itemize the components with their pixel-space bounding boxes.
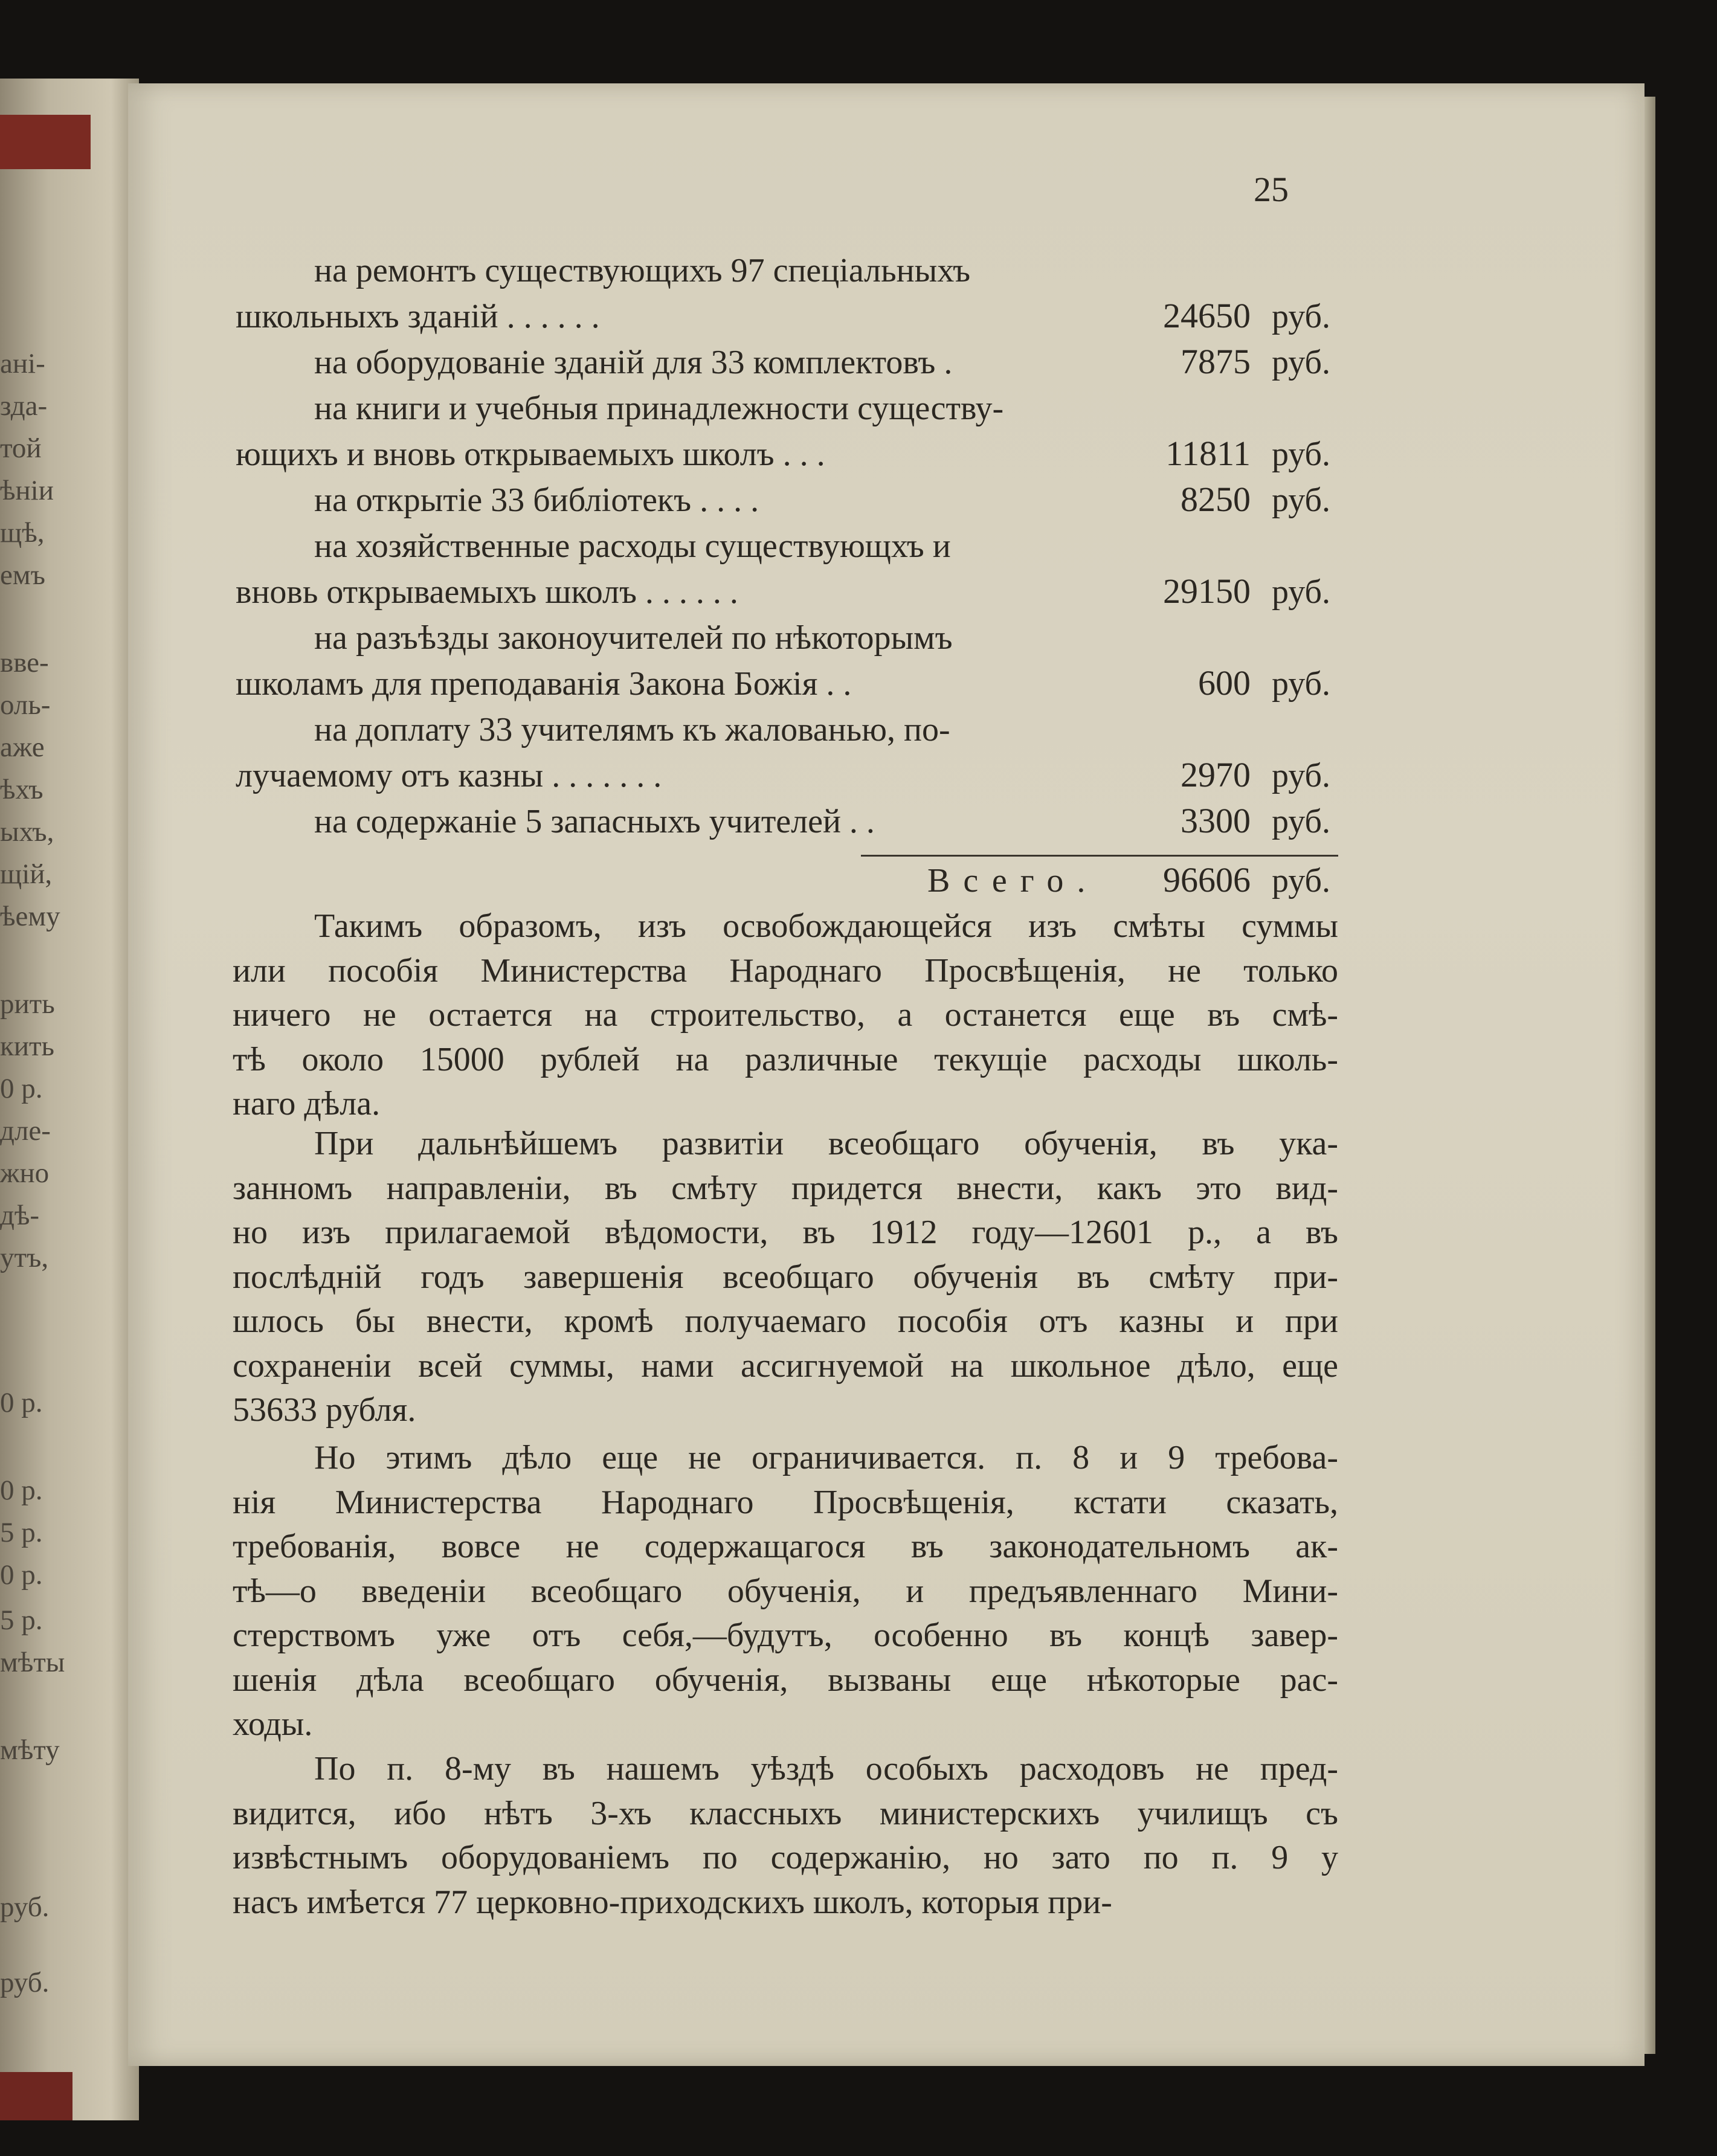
paragraph-line: стерствомъ уже отъ себя,—будутъ, особенно въ концѣ завер- [233,1617,1338,1654]
total-amount: 96606 [1163,860,1251,899]
paragraph-line: насъ имѣется 77 церковно-приходскихъ школъ, которыя при- [233,1883,1112,1921]
budget-item-amount: 8250 [1181,480,1251,519]
left-page-text-fragment: жно [0,1157,50,1189]
paragraph-line: Такимъ образомъ, изъ освобождающейся изъ смѣты суммы [314,907,1338,945]
budget-item-text: школьныхъ зданій . . . . . . [236,298,600,335]
budget-item-unit: руб. [1272,481,1331,519]
left-page-text-fragment: ѣхъ [0,774,43,805]
paragraph-line: тѣ—о введеніи всеобщаго обученія, и предъявленнаго Мини- [233,1572,1338,1610]
total-unit: руб. [1272,862,1331,899]
left-page-text-fragment: зда- [0,390,48,422]
left-page-text-fragment: той [0,433,42,464]
left-page-text-fragment: аже [0,732,45,763]
budget-item-unit: руб. [1272,757,1331,794]
budget-item-unit: руб. [1272,344,1331,381]
paragraph-line: но изъ прилагаемой вѣдомости, въ 1912 году—12601 р., а въ [233,1214,1338,1251]
left-page-text-fragment: емъ [0,559,45,591]
paragraph-line: Но этимъ дѣло еще не ограничивается. п. 8 и 9 требова- [314,1439,1338,1476]
paragraph-line: или пособія Министерства Народнаго Просвѣщенія, не только [233,951,1338,990]
left-page-text-fragment: 0 р. [0,1559,43,1591]
budget-item-text: на разъѣзды законоучителей по нѣкоторымъ [314,619,953,657]
paragraph-line: сохраненіи всей суммы, нами ассигнуемой на школьное дѣло, еще [233,1347,1338,1385]
left-page-text-fragment: ѣему [0,901,60,932]
left-page-text-fragment: мѣту [0,1734,60,1766]
budget-item-amount: 7875 [1181,342,1251,381]
left-page-text-fragment: мѣты [0,1647,65,1678]
paragraph-line: тѣ около 15000 рублей на различные текущіе расходы школь- [233,1040,1338,1078]
paragraph-line: наго дѣла. [233,1085,381,1122]
left-page-text-fragment: ыхъ, [0,816,54,848]
budget-item-text: на оборудованіе зданій для 33 комплектовъ . [314,344,953,381]
paragraph-line: По п. 8-му въ нашемъ уѣздѣ особыхъ расходовъ не пред- [314,1750,1338,1788]
budget-item-text: лучаемому отъ казны . . . . . . . [236,757,662,794]
budget-item-unit: руб. [1272,803,1331,840]
total-rule [861,855,1338,857]
paragraph-line: видится, ибо нѣтъ 3-хъ классныхъ министерскихъ училищъ съ [233,1794,1338,1832]
budget-item-unit: руб. [1272,573,1331,611]
budget-item-text: школамъ для преподаванія Закона Божія . . [236,665,852,703]
left-page-text-fragment: 0 р. [0,1073,43,1104]
paragraph-line: занномъ направленіи, въ смѣту придется внести, какъ это вид- [233,1169,1338,1207]
paragraph-line: ходы. [233,1705,313,1743]
left-page-text-fragment: утъ, [0,1242,49,1273]
budget-item-text: на хозяйственные расходы существующхъ и [314,527,951,565]
left-page-text-fragment: руб. [0,1891,50,1923]
left-page-text-fragment: дле- [0,1115,51,1147]
paragraph-line: извѣстнымъ оборудованіемъ по содержанію, но зато по п. 9 у [233,1839,1338,1876]
budget-item-amount: 29150 [1163,571,1251,611]
budget-item-text: вновь открываемыхъ школъ . . . . . . [236,573,738,611]
budget-item-text: на книги и учебныя принадлежности существу- [314,390,1004,427]
left-page-text-fragment: оль- [0,689,51,721]
paragraph-line: шенія дѣла всеобщаго обученія, вызваны еще нѣкоторые рас- [233,1661,1338,1699]
left-page-text-fragment: щѣ, [0,517,45,549]
left-page-text-fragment: руб. [0,1967,50,1998]
left-page-text-fragment: 0 р. [0,1387,43,1418]
paragraph-line: послѣдній годъ завершенія всеобщаго обученія въ смѣту при- [233,1258,1338,1296]
budget-item-text: на доплату 33 учителямъ къ жалованью, по- [314,711,950,748]
left-page-text-fragment: 0 р. [0,1475,43,1506]
budget-item-unit: руб. [1272,298,1331,335]
budget-item-amount: 2970 [1181,755,1251,794]
total-label: Всего. [927,862,1099,899]
budget-item-text: ющихъ и вновь открываемыхъ школъ . . . [236,436,825,473]
left-page-text-fragment: ѣніи [0,475,54,506]
left-page-text-fragment: вве- [0,647,49,678]
left-page-text-fragment: дѣ- [0,1200,40,1231]
paragraph-line: нія Министерства Народнаго Просвѣщенія, кстати сказать, [233,1483,1338,1521]
budget-item-text: на ремонтъ существующихъ 97 спеціальныхъ [314,252,971,289]
budget-item-unit: руб. [1272,665,1331,703]
page-number: 25 [1254,170,1289,209]
paragraph-line: При дальнѣйшемъ развитіи всеобщаго обученія, въ ука- [314,1125,1338,1162]
budget-item-amount: 11811 [1165,434,1251,473]
budget-item-amount: 24650 [1163,296,1251,335]
budget-item-text: на открытіе 33 библіотекъ . . . . [314,481,759,519]
left-page-text-fragment: ані- [0,348,45,379]
paragraph-line: 53633 рубля. [233,1391,416,1429]
left-page-text-fragment: 5 р. [0,1604,43,1636]
paragraph-line: требованія, вовсе не содержащагося въ законодательномъ ак- [233,1528,1338,1565]
left-page-text-fragment: рить [0,988,55,1020]
paragraph-line: ничего не остается на строительство, а останется еще въ смѣ- [233,996,1338,1034]
budget-item-unit: руб. [1272,436,1331,473]
left-page-text-fragment: 5 р. [0,1517,43,1548]
budget-item-amount: 3300 [1181,801,1251,840]
left-page-text-fragment: кить [0,1031,54,1062]
paragraph-line: шлось бы внести, кромѣ получаемаго пособія отъ казны и при [233,1302,1338,1340]
left-page-text-fragment: щій, [0,858,53,890]
budget-item-text: на содержаніе 5 запасныхъ учителей . . [314,803,875,840]
budget-item-amount: 600 [1198,663,1251,703]
